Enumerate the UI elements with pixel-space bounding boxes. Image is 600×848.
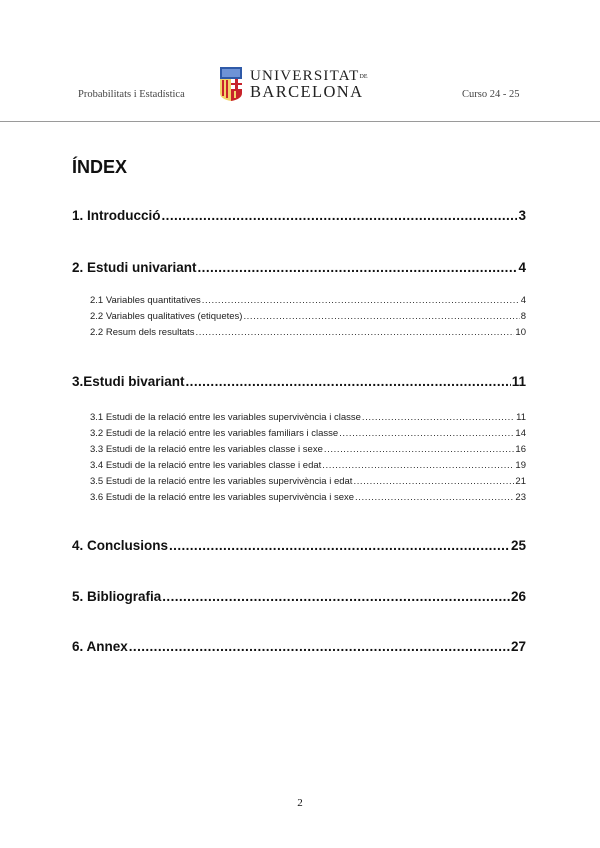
university-logo: [220, 67, 368, 105]
toc-page: 10: [515, 327, 526, 338]
index-title: ÍNDEX: [72, 157, 128, 177]
logo-line2: BARCELONA: [250, 82, 364, 101]
toc-page: 3: [518, 208, 526, 223]
toc-label: 3.6 Estudi de la relació entre les variables supervivència i sexe: [90, 492, 355, 503]
page-header: [0, 0, 600, 122]
toc-label: 2.2 Resum dels resultats: [90, 327, 195, 338]
university-shield-icon: [220, 67, 242, 101]
toc-page: 4: [518, 260, 526, 275]
toc-page: 23: [515, 492, 526, 503]
toc-entry-introduccio[interactable]: [72, 208, 526, 223]
toc-leader: [202, 295, 520, 306]
toc-leader: [339, 428, 514, 439]
toc-entry-bibliografia[interactable]: [72, 589, 526, 604]
toc-page: 11: [516, 412, 526, 423]
logo-line1: UNIVERSITAT: [250, 68, 360, 84]
toc-label: 3.2 Estudi de la relació entre les variables familiars i classe: [90, 428, 339, 439]
toc-page: 19: [515, 460, 526, 471]
toc-leader: [322, 460, 514, 471]
toc-page: 16: [515, 444, 526, 455]
toc-label: 3.4 Estudi de la relació entre les variables classe i edat: [90, 460, 322, 471]
toc-page: 11: [511, 374, 526, 389]
toc-leader: [243, 311, 519, 322]
toc-leader: [324, 444, 515, 455]
toc-entry-2-3[interactable]: [90, 327, 526, 338]
toc-label: 4. Conclusions: [72, 538, 169, 553]
toc-leader: [129, 639, 510, 654]
toc-leader: [162, 589, 510, 604]
toc-label: 3.1 Estudi de la relació entre les variables supervivència i classe: [90, 412, 361, 423]
toc-leader: [186, 374, 511, 389]
toc-entry-3-1[interactable]: [90, 412, 526, 423]
toc-label: 5. Bibliografia: [72, 589, 162, 604]
toc-entry-univariant[interactable]: [72, 260, 526, 275]
toc-leader: [362, 412, 515, 423]
toc-label: 3.5 Estudi de la relació entre les variables supervivència i edat: [90, 476, 353, 487]
toc-label: 1. Introducció: [72, 208, 161, 223]
toc-entry-3-5[interactable]: [90, 476, 526, 487]
toc-page: 8: [520, 311, 526, 322]
toc-leader: [355, 492, 514, 503]
toc-entry-bivariant[interactable]: [72, 374, 526, 389]
toc-leader: [353, 476, 514, 487]
toc-entry-annex[interactable]: [72, 639, 526, 654]
toc-page: 27: [510, 639, 526, 654]
toc-entry-3-4[interactable]: [90, 460, 526, 471]
toc-page: 4: [520, 295, 526, 306]
toc-label: 2. Estudi univariant: [72, 260, 197, 275]
toc-label: 6. Annex: [72, 639, 128, 654]
toc-label: 3.3 Estudi de la relació entre les variables classe i sexe: [90, 444, 323, 455]
header-divider: [0, 121, 600, 122]
logo-line1-suffix: DE: [359, 74, 368, 80]
toc-label: 2.1 Variables quantitatives: [90, 295, 201, 306]
toc-entry-3-6[interactable]: [90, 492, 526, 503]
toc-entry-2-2[interactable]: [90, 311, 526, 322]
toc-entry-2-1[interactable]: [90, 295, 526, 306]
toc-page: 14: [515, 428, 526, 439]
toc-page: 25: [510, 538, 526, 553]
toc-label: 3.Estudi bivariant: [72, 374, 185, 389]
course-year: Curso 24 - 25: [462, 89, 520, 100]
toc-entry-3-2[interactable]: [90, 428, 526, 439]
toc-leader: [198, 260, 518, 275]
toc-leader: [169, 538, 510, 553]
toc-entry-conclusions[interactable]: [72, 538, 526, 553]
toc-page: 26: [510, 589, 526, 604]
toc-leader: [162, 208, 518, 223]
page-number: 2: [297, 797, 303, 809]
toc-page: 21: [515, 476, 526, 487]
toc-leader: [196, 327, 515, 338]
toc-label: 2.2 Variables qualitatives (etiquetes): [90, 311, 243, 322]
toc-entry-3-3[interactable]: [90, 444, 526, 455]
course-name: Probabilitats i Estadística: [78, 89, 185, 100]
